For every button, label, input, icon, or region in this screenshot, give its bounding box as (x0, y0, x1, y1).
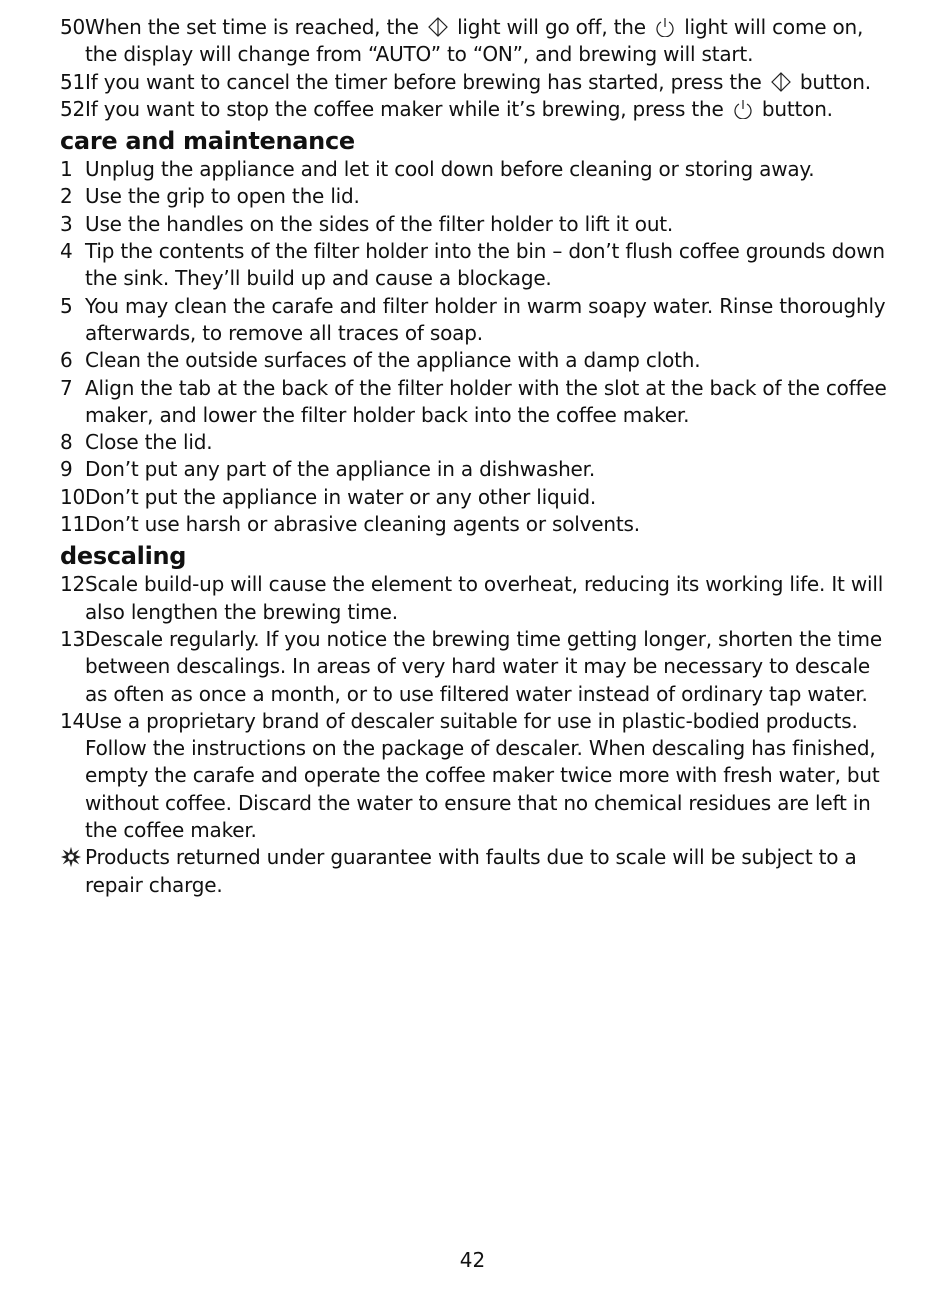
list-item (60, 238, 890, 293)
item-number: 1 (60, 157, 73, 182)
item-number: 51 (60, 69, 86, 94)
item-number: 5 (60, 293, 73, 318)
item-number: 14 (60, 708, 86, 733)
item-text: Tip the contents of the filter holder into the bin – don’t flush coffee grounds down the sink. They’ll build up and cause a blockage. (85, 239, 885, 291)
item-text: Don’t use harsh or abrasive cleaning agents or solvents. (85, 512, 640, 537)
item-text: Descale regularly. If you notice the brewing time getting longer, shorten the time between descalings. In areas of very hard water it may be necessary to descale as often as once a month, or to use filtered water instead of ordinary tap water. (85, 626, 882, 706)
item-number: 11 (60, 512, 86, 537)
list-item (60, 96, 890, 123)
item-text: Use the handles on the sides of the filter holder to lift it out. (85, 211, 674, 236)
item-number: 6 (60, 348, 73, 373)
power-icon (654, 17, 676, 37)
section-heading-descaling: descaling (60, 542, 187, 571)
list-item (60, 293, 890, 348)
item-number: 4 (60, 239, 73, 264)
list-item (60, 484, 890, 511)
item-number: 52 (60, 96, 86, 121)
list-item (60, 429, 890, 456)
item-text: Scale build-up will cause the element to overheat, reducing its working life. It will also lengthen the brewing time. (85, 572, 884, 624)
page-number: 42 (459, 1248, 486, 1272)
warning-star-icon (60, 844, 85, 899)
item-text: If you want to stop the coffee maker while it’s brewing, press the (85, 96, 724, 121)
item-number: 10 (60, 484, 86, 509)
item-text: Use a proprietary brand of descaler suitable for use in plastic-bodied products. Follow the instructions on the package of descaler. When descaling has finished, empty the carafe and operate the coffee maker twice more with fresh water, but without coffee. Discard the water to ensure that no chemical residues are left in the coffee maker. (85, 708, 880, 843)
item-text: Don’t put the appliance in water or any other liquid. (85, 484, 596, 509)
item-number: 12 (60, 572, 86, 597)
item-text: light will come on, the display will change from “AUTO” to “ON”, and brewing will start. (85, 15, 864, 67)
list-item (60, 183, 890, 210)
item-text: Don’t put any part of the appliance in a dishwasher. (85, 457, 596, 482)
item-text: Clean the outside surfaces of the appliance with a damp cloth. (85, 348, 701, 373)
item-number: 7 (60, 375, 73, 400)
section-heading-care: care and maintenance (60, 127, 355, 156)
item-text: light will go off, the (457, 15, 646, 39)
item-number: 9 (60, 457, 73, 482)
item-number: 2 (60, 184, 73, 209)
item-text: Close the lid. (85, 430, 213, 455)
power-icon (732, 99, 754, 119)
item-text: If you want to cancel the timer before brewing has started, press the (85, 69, 762, 94)
timer-diamond-icon (770, 72, 792, 92)
item-text: button. (761, 96, 833, 121)
list-item (60, 511, 890, 538)
item-number: 3 (60, 211, 73, 236)
item-text: Use the grip to open the lid. (85, 184, 360, 209)
list-item (60, 156, 890, 183)
item-number: 8 (60, 430, 73, 455)
list-item (60, 456, 890, 483)
item-number: 50 (60, 15, 86, 39)
list-item (60, 708, 890, 844)
item-text: Unplug the appliance and let it cool down before cleaning or storing away. (85, 157, 815, 182)
list-item (60, 211, 890, 238)
list-item (60, 69, 890, 96)
item-text: button. (799, 69, 871, 94)
list-item (60, 14, 890, 69)
timer-diamond-icon (427, 17, 449, 37)
list-item (60, 347, 890, 374)
item-text: You may clean the carafe and filter holder in warm soapy water. Rinse thoroughly afterwards, to remove all traces of soap. (85, 293, 886, 345)
warning-text: Products returned under guarantee with faults due to scale will be subject to a repair charge. (85, 845, 857, 897)
item-text: Align the tab at the back of the filter holder with the slot at the back of the coffee maker, and lower the filter holder back into the coffee maker. (85, 375, 887, 427)
manual-page (60, 14, 890, 899)
item-text: When the set time is reached, the (85, 15, 419, 39)
list-item (60, 571, 890, 626)
list-item (60, 375, 890, 430)
item-number: 13 (60, 626, 86, 651)
list-item (60, 626, 890, 708)
warning-note (60, 844, 890, 899)
